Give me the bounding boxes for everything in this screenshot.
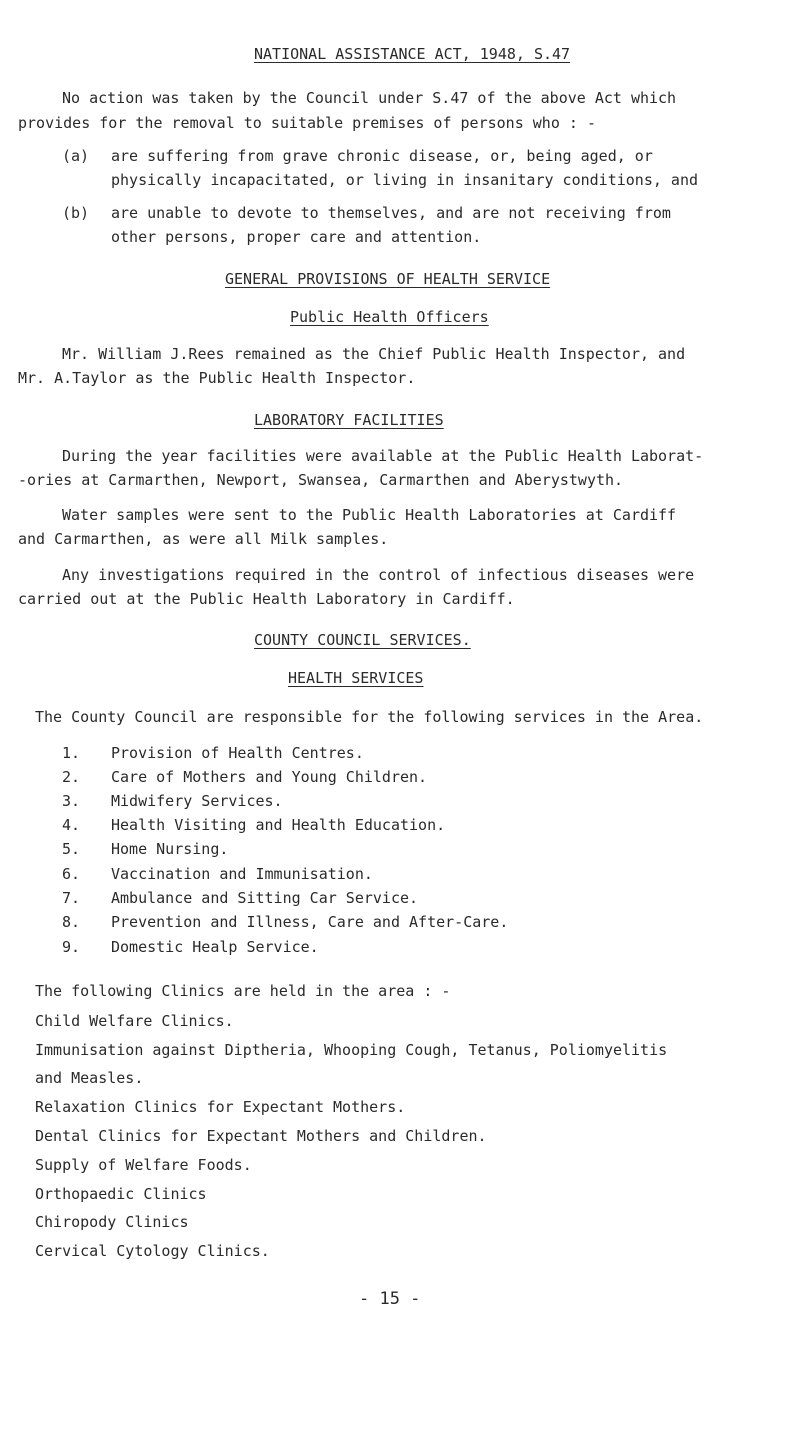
item-number: 4. — [62, 816, 81, 834]
item-text: Midwifery Services. — [111, 792, 283, 810]
item-text: Prevention and Illness, Care and After-Care. — [111, 913, 509, 931]
item-text: Health Visiting and Health Education. — [111, 816, 446, 834]
public-health-officers-heading: Public Health Officers — [290, 308, 489, 326]
lab-p2-line-1: Water samples were sent to the Public Health Laboratories at Cardiff — [62, 506, 677, 524]
list-item: Chiropody Clinics — [35, 1213, 189, 1231]
page-heading: NATIONAL ASSISTANCE ACT, 1948, S.47 — [254, 45, 571, 63]
services-intro: The County Council are responsible for the following services in the Area. — [35, 708, 704, 726]
list-item: Relaxation Clinics for Expectant Mothers. — [35, 1098, 406, 1116]
item-number: 3. — [62, 792, 81, 810]
officers-line-1: Mr. William J.Rees remained as the Chief Public Health Inspector, and — [62, 345, 686, 363]
condition-label: (b) — [62, 204, 90, 222]
officers-line-2: Mr. A.Taylor as the Public Health Inspector. — [18, 369, 416, 387]
condition-line-2: physically incapacitated, or living in insanitary conditions, and — [111, 171, 698, 189]
item-number: 6. — [62, 865, 81, 883]
item-number: 7. — [62, 889, 81, 907]
clinics-intro: The following Clinics are held in the area : - — [35, 982, 451, 1000]
condition-line-2: other persons, proper care and attention. — [111, 228, 482, 246]
item-number: 2. — [62, 768, 81, 786]
intro-line-2: provides for the removal to suitable premises of persons who : - — [18, 114, 596, 132]
condition-label: (a) — [62, 147, 90, 165]
health-services-heading: HEALTH SERVICES — [288, 669, 424, 687]
laboratory-facilities-heading: LABORATORY FACILITIES — [254, 411, 444, 429]
item-number: 8. — [62, 913, 81, 931]
lab-p1-line-2: -ories at Carmarthen, Newport, Swansea, Carmarthen and Aberystwyth. — [18, 471, 624, 489]
list-item: and Measles. — [35, 1069, 144, 1087]
intro-line-1: No action was taken by the Council under S.47 of the above Act which — [62, 89, 677, 107]
condition-line-1: are unable to devote to themselves, and are not receiving from — [111, 204, 671, 222]
general-provisions-heading: GENERAL PROVISIONS OF HEALTH SERVICE — [225, 270, 551, 288]
lab-p2-line-2: and Carmarthen, as were all Milk samples. — [18, 530, 389, 548]
item-number: 1. — [62, 744, 81, 762]
list-item: Supply of Welfare Foods. — [35, 1156, 252, 1174]
lab-p1-line-1: During the year facilities were available at the Public Health Laborat- — [62, 447, 704, 465]
lab-p3-line-1: Any investigations required in the control of infectious diseases were — [62, 566, 695, 584]
lab-p3-line-2: carried out at the Public Health Laboratory in Cardiff. — [18, 590, 515, 608]
county-council-services-heading: COUNTY COUNCIL SERVICES. — [254, 631, 471, 649]
list-item: Immunisation against Diptheria, Whooping Cough, Tetanus, Poliomyelitis — [35, 1041, 668, 1059]
list-item: Cervical Cytology Clinics. — [35, 1242, 270, 1260]
condition-line-1: are suffering from grave chronic disease, or, being aged, or — [111, 147, 653, 165]
item-text: Ambulance and Sitting Car Service. — [111, 889, 419, 907]
item-text: Provision of Health Centres. — [111, 744, 364, 762]
item-text: Home Nursing. — [111, 840, 229, 858]
item-text: Domestic Healp Service. — [111, 938, 319, 956]
item-number: 5. — [62, 840, 81, 858]
item-text: Care of Mothers and Young Children. — [111, 768, 428, 786]
list-item: Child Welfare Clinics. — [35, 1012, 234, 1030]
item-text: Vaccination and Immunisation. — [111, 865, 373, 883]
item-number: 9. — [62, 938, 81, 956]
list-item: Orthopaedic Clinics — [35, 1185, 207, 1203]
page-number: - 15 - — [359, 1289, 421, 1309]
list-item: Dental Clinics for Expectant Mothers and Children. — [35, 1127, 487, 1145]
